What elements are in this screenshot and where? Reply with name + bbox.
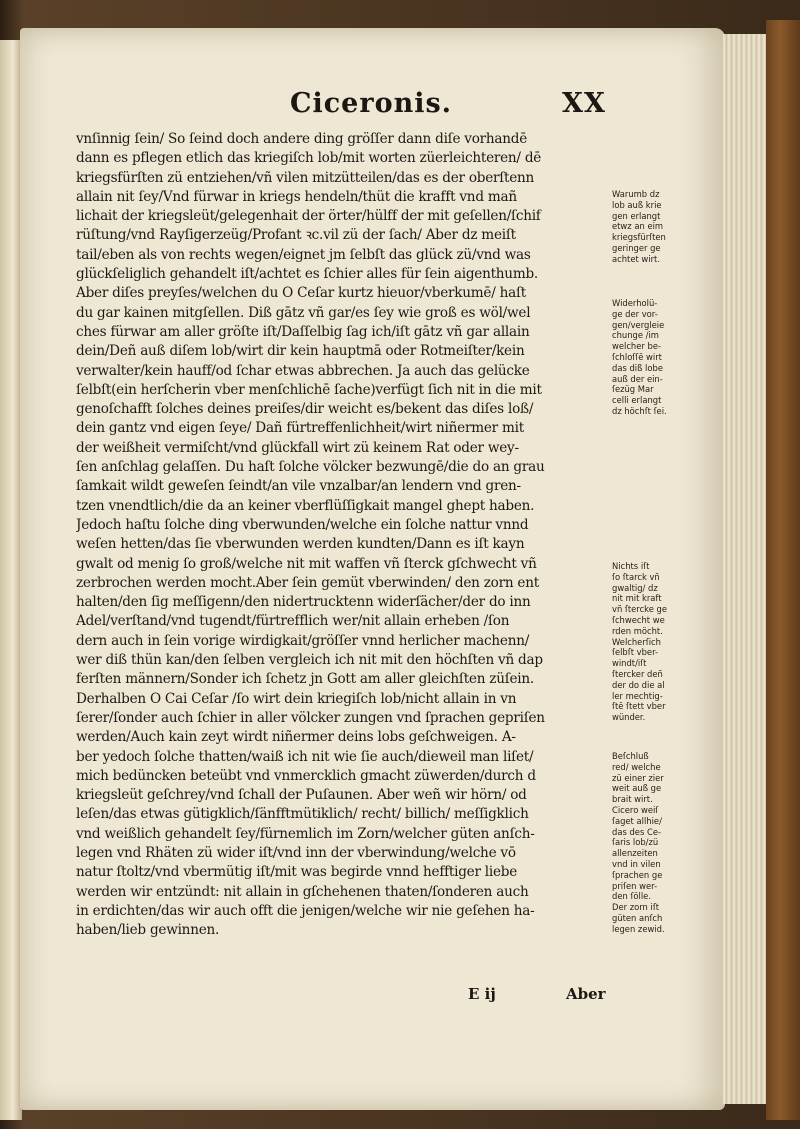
running-title: Ciceronis.: [290, 88, 453, 119]
text-line: ferſten männern/Sonder ich ſchetz jn Gott am aller gleichſten züſein.: [76, 671, 534, 688]
marginal-line: Widerholü-: [612, 298, 658, 308]
marginal-line: etwz an eim: [612, 221, 664, 232]
text-line: ches fürwar am aller gröſte iſt/Daſſelbig ſag ich/iſt gātz vñ gar allain: [76, 323, 530, 340]
text-line: ſamkait wildt geweſen ſeindt/an vile vnzalbar/an lendern vnd gren-: [76, 478, 521, 495]
catchword: Aber: [566, 985, 606, 1003]
text-line: weſen hetten/das ſie vberwunden werden kundten/Dann es iſt kayn: [76, 536, 525, 553]
marginal-line: celli erlangt: [612, 395, 662, 406]
marginal-line: ler mechtig-: [612, 690, 663, 701]
marginal-line: gwaltig/ dz: [612, 582, 658, 593]
text-line: in erdichten/das wir auch offt die jenigen/welche wir nie geſehen ha-: [76, 902, 535, 919]
marginal-line: rden möcht.: [612, 625, 663, 636]
text-line: rüſtung/vnd Rayſigerzeüg/Profant ꝛc.vil zü der ſach/ Aber dz meiſt: [76, 227, 516, 244]
marginal-line: ſaget allhie/: [612, 815, 662, 826]
text-line: zerbrochen werden mocht.Aber ſein gemüt vberwinden/ den zorn ent: [76, 574, 539, 591]
marginal-line: dz höchſt ſei.: [612, 405, 667, 416]
marginal-note-1: [612, 189, 686, 265]
marginal-line: wünder.: [612, 712, 646, 723]
marginal-line: ſtercker deñ: [612, 668, 663, 679]
text-line: ſerer/ſonder auch ſchier in aller völcker zungen vnd ſprachen gepriſen: [76, 709, 545, 726]
text-line: glückſeliglich gehandelt iſt/achtet es ſchier alles für ſein aigenthumb.: [76, 266, 538, 283]
text-line: tzen vnendtlich/die da an keiner vberflüſſigkait mangel ghept haben.: [76, 497, 535, 514]
text-line: dein gantz vnd eigen ſeye/ Dañ fürtreffenlichheit/wirt niñermer mit: [76, 420, 524, 437]
text-line: allain nit ſey/Vnd fürwar in kriegs hendeln/thüt die krafft vnd mañ: [76, 188, 517, 205]
marginal-line: priſen wer-: [612, 880, 658, 891]
marginal-line: ſchwecht we: [612, 614, 665, 625]
text-line: ſelbſt(ein herſcherin vber menſchlichē ſache)verfügt ſich nit in die mit: [76, 381, 542, 398]
marginal-line: allenzeiten: [612, 848, 658, 859]
marginal-line: Nichts iſt: [612, 561, 650, 571]
text-line: natur ſtoltz/vnd vbermütig iſt/mit was begirde vnnd hefftiger liebe: [76, 864, 518, 881]
text-line: der weißheit vermiſcht/vnd glückfall wirt zü keinem Rat oder wey-: [76, 439, 519, 456]
text-line: ſen anſchlag gelaſſen. Du haſt ſolche völcker bezwungē/die do an grau: [76, 459, 545, 476]
text-line: vnſinnig ſein/ So ſeind doch andere ding gröſſer dann diſe vorhandē: [76, 131, 528, 147]
marginal-line: ſprachen ge: [612, 869, 663, 880]
text-line: vnd weißlich gehandelt ſey/fürnemlich im Zorn/welcher güten anſch-: [76, 825, 535, 842]
marginal-line: vñ ſtercke ge: [612, 604, 668, 615]
text-line: legen vnd Rhäten zü wider iſt/vnd inn der vberwindung/welche vō: [76, 844, 516, 861]
text-line: du gar kainen mitgſellen. Diß gātz vñ gar/es ſey wie groß es wöl/wel: [76, 304, 531, 321]
text-line: kriegsleüt geſchrey/vnd ſchall der Puſaunen. Aber weñ wir hörn/ od: [76, 787, 527, 804]
text-line: tail/eben als von rechts wegen/eignet jm ſelbſt das glück zü/vnd was: [76, 246, 531, 263]
marginal-line: red/ welche: [612, 761, 661, 772]
text-line: gwalt od menig ſo groß/welche nit mit waffen vñ ſterck gſchwecht vñ: [76, 555, 537, 572]
marginal-line: Der zorn iſt: [612, 902, 660, 913]
marginal-line: gen erlangt: [612, 210, 661, 221]
text-line: werden wir entzündt: nit allain in gſchehenen thaten/ſonderen auch: [76, 883, 529, 900]
marginal-line: ſezüg Mar: [612, 384, 654, 395]
marginal-line: windt/iſt: [612, 658, 647, 669]
text-line: Derhalben O Cai Ceſar /ſo wirt dein kriegiſch lob/nicht allain in vn: [76, 690, 517, 707]
marginal-line: welcher be-: [612, 341, 661, 352]
marginal-line: Cicero weiſ: [612, 804, 659, 815]
text-line: haben/lieb gewinnen.: [76, 922, 220, 939]
marginal-line: gen/vergleie: [612, 319, 665, 330]
marginal-line: das diß lobe: [612, 362, 663, 373]
marginal-line: zü einer zier: [612, 772, 664, 783]
text-line: dann es pflegen etlich das kriegiſch lob/mit worten züerleichteren/ dē: [76, 150, 542, 167]
text-line: wer diß thün kan/den ſelben vergleich ich nit mit den höchſten vñ dap: [76, 652, 543, 669]
marginal-line: vnd in vilen: [612, 858, 661, 869]
marginal-line: weit auß ge: [612, 783, 662, 794]
marginal-line: kriegsfürſten: [612, 232, 666, 243]
text-line: werden/Auch kain zeyt wirdt niñermer deins lobs geſchweigen. A-: [76, 729, 516, 746]
text-line: dein/Deñ auß diſem lob/wirt dir kein hauptmā oder Rotmeiſter/kein: [76, 343, 525, 360]
marginal-line: ſaris lob/zü: [612, 837, 659, 848]
text-line: genoſchafft ſolches deines preiſes/dir weicht es/bekent das diſes loß/: [76, 401, 534, 418]
facing-page-edge: [0, 40, 22, 1120]
marginal-line: ſelbſt vber-: [612, 647, 658, 658]
marginal-line: legen zewid.: [612, 923, 665, 934]
folio-number: XX: [562, 88, 606, 119]
marginal-line: Warumb dz: [612, 189, 660, 199]
marginal-line: ſchloſſē wirt: [612, 351, 662, 362]
text-line: ber yedoch ſolche thatten/waiß ich nit wie ſie auch/dieweil man liſet/: [76, 748, 534, 765]
text-line: halten/den ſig meſſigenn/den nidertrucktenn widerſächer/der do inn: [76, 594, 531, 611]
text-line: kriegsfürſten zü entziehen/vñ vilen mitzütteilen/das es der oberſtenn: [76, 169, 535, 186]
text-line: verwalter/kein hauff/od ſchar etwas abbrechen. Ja auch das gelücke: [76, 362, 530, 379]
text-line: Adel/verſtand/vnd tugendt/fürtrefflich wer/nit allain erheben /ſon: [76, 613, 510, 630]
marginal-line: lob auß krie: [612, 199, 662, 210]
marginal-line: ſo ſtarck vñ: [612, 571, 660, 582]
page-edges: [723, 34, 768, 1104]
signature-mark: E ij: [468, 985, 496, 1003]
marginal-line: güten anſch: [612, 912, 663, 923]
marginal-line: brait wirt.: [612, 794, 653, 805]
text-line: Jedoch haſtu ſolche ding vberwunden/welche ein ſolche nattur vnnd: [76, 516, 529, 533]
marginal-line: Beſchluß: [612, 751, 649, 761]
marginal-line: chunge /im: [612, 330, 659, 341]
book-cover: [766, 20, 800, 1120]
marginal-line: ſtē ſtett vber: [612, 701, 666, 712]
marginal-line: der do die al: [612, 679, 665, 690]
marginal-line: auß der ein-: [612, 373, 663, 384]
text-line: leſen/das etwas gütigklich/ſänfftmütiklich/ recht/ billich/ meſſigklich: [76, 806, 529, 823]
text-line: lichait der kriegsleüt/gelegenhait der örter/hülff der mit geſellen/ſchif: [76, 208, 541, 225]
marginal-line: das des Ce-: [612, 826, 661, 837]
marginal-line: den ſölle.: [612, 891, 651, 902]
marginal-note-4: [612, 751, 686, 935]
marginal-line: geringer ge: [612, 242, 661, 253]
marginal-note-3: [612, 561, 686, 723]
marginal-line: Welcherſich: [612, 636, 661, 647]
marginal-line: nit mit kraft: [612, 593, 662, 604]
text-line: Aber diſes preyſes/welchen du O Ceſar kurtz hieuor/vberkumē/ haſt: [76, 285, 526, 302]
marginal-line: achtet wirt.: [612, 253, 660, 264]
marginal-note-2: [612, 298, 686, 417]
text-line: mich bedüncken beteübt vnd vnmercklich gmacht züwerden/durch d: [76, 767, 536, 784]
marginal-line: ge der vor-: [612, 308, 658, 319]
text-line: dern auch in ſein vorige wirdigkait/gröſſer vnnd herlicher machenn/: [76, 632, 530, 649]
main-text-block: [76, 130, 608, 940]
